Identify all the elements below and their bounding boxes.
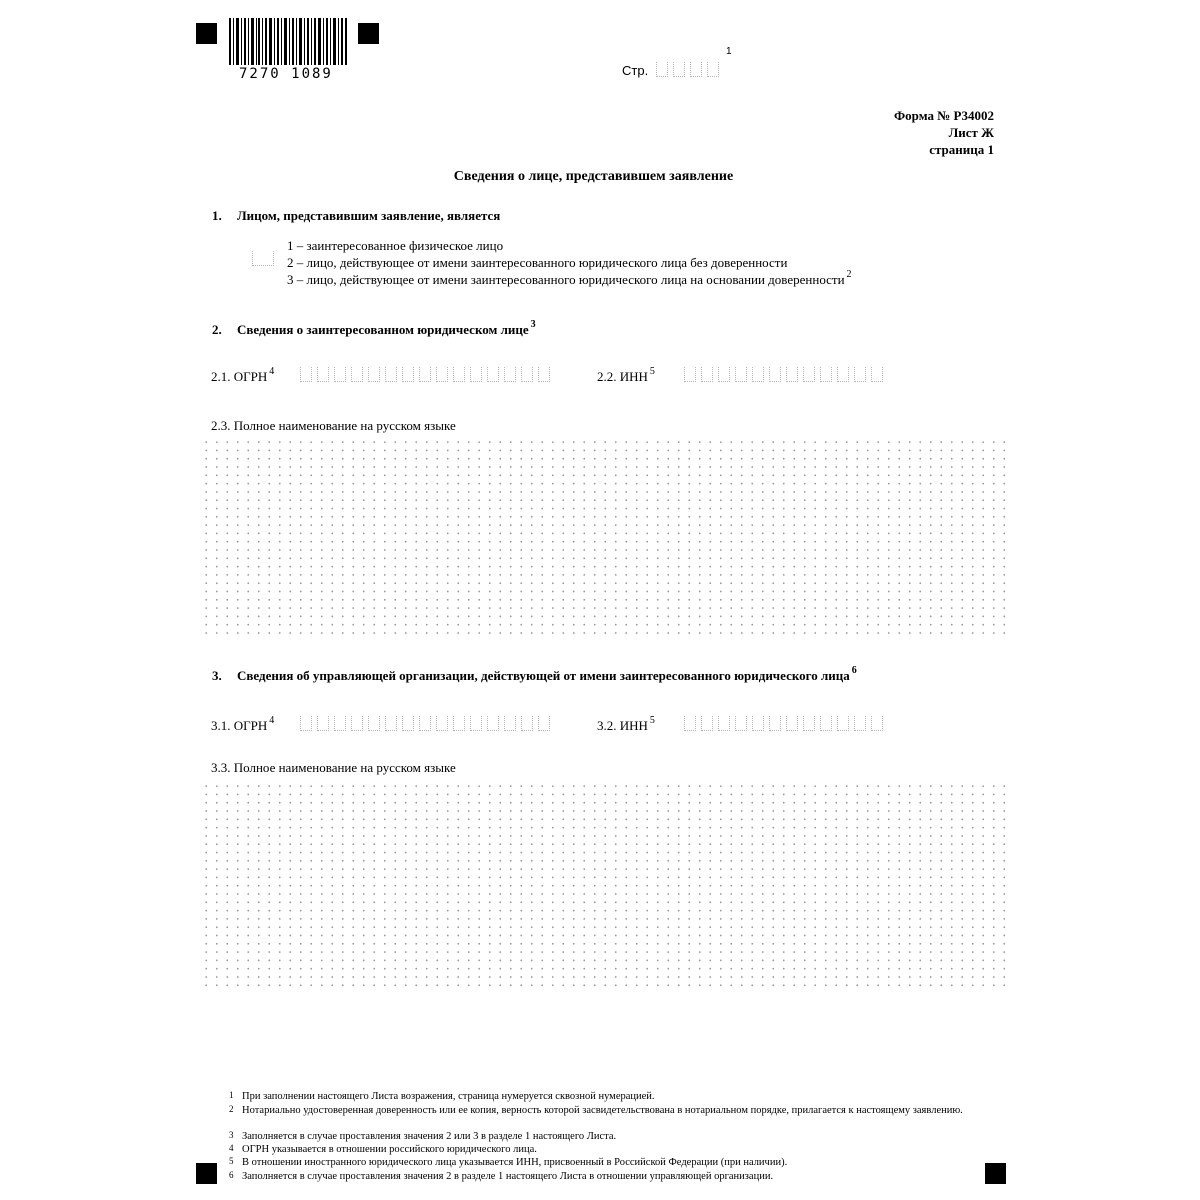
- footnote-3: 3 Заполняется в случае проставления значения 2 или 3 в разделе 1 настоящего Листа.: [229, 1130, 617, 1142]
- ogrn-field-2[interactable]: [300, 367, 555, 382]
- page-label: Стр.: [622, 63, 649, 78]
- barcode-number: 7270 1089: [239, 66, 333, 82]
- ogrn-field-3[interactable]: [300, 716, 555, 731]
- barcode-icon: [229, 18, 347, 65]
- option-1: 1 – заинтересованное физическое лицо: [287, 238, 504, 253]
- section-3-footnote-ref: 6: [851, 665, 857, 676]
- page-footnote-ref: 1: [726, 46, 732, 57]
- footnote-4: 4 ОГРН указывается в отношении российского юридического лица.: [229, 1143, 537, 1155]
- ogrn-label-2: 2.1. ОГРН $^4$: [211, 366, 275, 384]
- applicant-type-field[interactable]: [252, 251, 274, 266]
- inn-field-3[interactable]: [684, 716, 888, 731]
- registration-mark-bottom-left: [196, 1163, 217, 1184]
- section-2-title: Сведения о заинтересованном юридическом лице $^3$: [237, 319, 536, 337]
- section-3-title: Сведения об управляющей организации, действующей от имени заинтересованного юридического лица $^6$: [237, 665, 857, 683]
- section-1-number: 1.: [212, 208, 222, 223]
- inn-label-2: 2.2. ИНН $^5$: [597, 366, 655, 384]
- full-name-label-3: 3.3. Полное наименование на русском языке: [211, 760, 456, 775]
- section-2-footnote-ref: 3: [530, 319, 536, 330]
- ogrn-label-3: 3.1. ОГРН $^4$: [211, 715, 275, 733]
- section-2-number: 2.: [212, 322, 222, 337]
- section-3-number: 3.: [212, 668, 222, 683]
- form-number: Форма № Р34002: [894, 108, 994, 123]
- registration-mark-top-right: [358, 23, 379, 44]
- inn-label-3: 3.2. ИНН $^5$: [597, 715, 655, 733]
- footnote-1: 1 При заполнении настоящего Листа возражения, страница нумеруется сквозной нумерацией.: [229, 1090, 655, 1102]
- full-name-field-3[interactable]: [201, 782, 1006, 988]
- footnote-5: 5 В отношении иностранного юридического лица указывается ИНН, присвоенный в Российской Федерации (при наличии).: [229, 1156, 788, 1168]
- page-title: Сведения о лице, представившем заявление: [453, 169, 734, 184]
- page-number-field[interactable]: [656, 62, 724, 77]
- page-label-right: страница 1: [929, 142, 994, 157]
- option-3: 3 – лицо, действующее от имени заинтересованного юридического лица на основании доверенности $^2$: [287, 269, 852, 287]
- option-3-footnote-ref: 2: [846, 269, 852, 280]
- sheet-label: Лист Ж: [948, 125, 994, 140]
- full-name-field-2[interactable]: [201, 438, 1006, 638]
- full-name-label-2: 2.3. Полное наименование на русском языке: [211, 418, 456, 433]
- registration-mark-top-left: [196, 23, 217, 44]
- option-2: 2 – лицо, действующее от имени заинтересованного юридического лица без доверенности: [287, 255, 788, 270]
- footnote-2: 2 Нотариально удостоверенная доверенность или ее копия, верность которой засвидетельствована в нотариальном порядке, прилагается к настоящему заявлению.: [229, 1104, 963, 1116]
- footnote-6: 6 Заполняется в случае проставления значения 2 в разделе 1 настоящего Листа в отношении управляющей организации.: [229, 1170, 774, 1182]
- inn-field-2[interactable]: [684, 367, 888, 382]
- section-1-title: Лицом, представившим заявление, является: [237, 208, 501, 223]
